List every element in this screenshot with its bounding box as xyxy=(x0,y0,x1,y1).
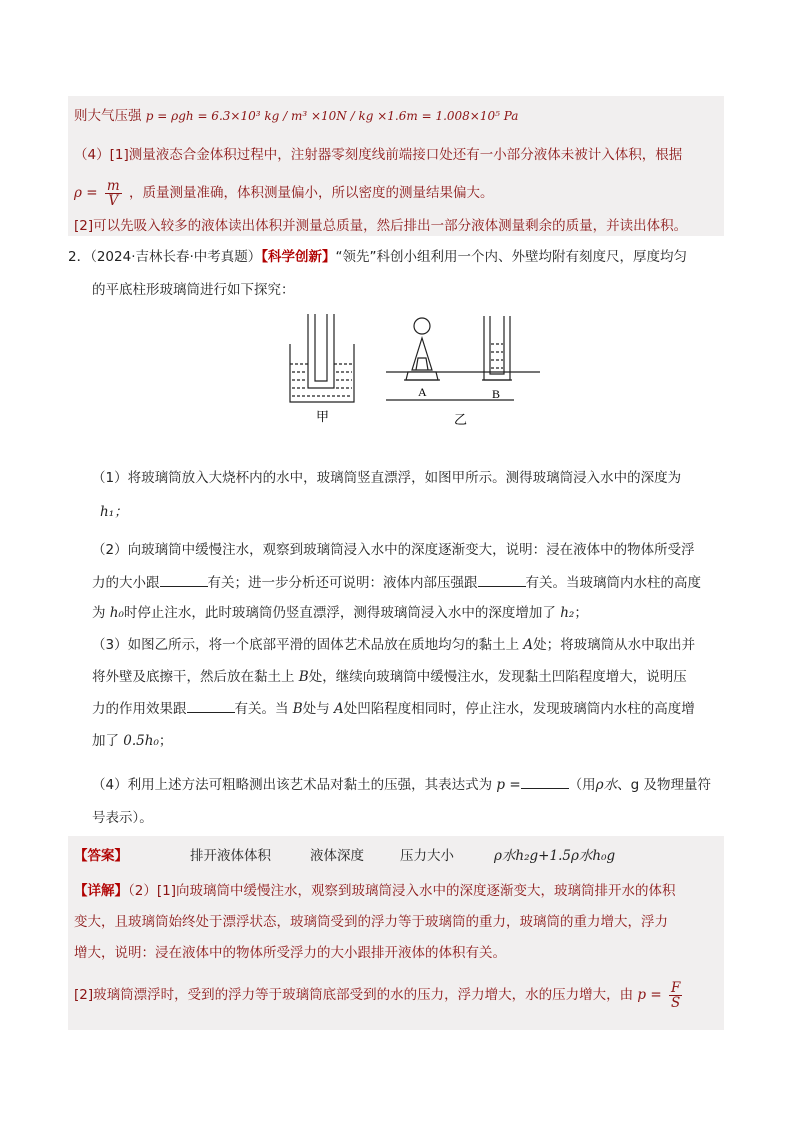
figure-jia xyxy=(290,314,354,402)
pressure-formula-line xyxy=(74,106,518,126)
part4-line2: ρ = $\frac{m}{V}$ ，质量测量准确，体积测量偏小，所以密度的测量结果偏大。 xyxy=(74,177,494,209)
answer-blank-3[interactable] xyxy=(187,698,235,713)
question-number: 2． xyxy=(68,249,91,265)
answer-line xyxy=(74,846,714,866)
question-source: （2024·吉林长春·中考真题） xyxy=(90,249,262,265)
part3-line3: 力的作用效果跟 有关。当 B处与 A处凹陷程度相同时，停止注水，发现玻璃筒内水柱的高度增 xyxy=(92,698,695,719)
figure-yi xyxy=(386,316,540,400)
part3-line2: 将外壁及底擦干，然后放在黏土上 B处，继续向玻璃筒中缓慢注水，发现黏土凹陷程度增大，说明压 xyxy=(92,669,687,685)
part2-line2: 力的大小跟 有关；进一步分析还可说明：液体内部压强跟 有关。当玻璃筒内水柱的高度 xyxy=(92,572,701,593)
answer-blank-1[interactable] xyxy=(160,572,208,587)
part4-line1: （4）[1]测量液态合金体积过程中，注射器零刻度线前端接口处还有一小部分液体未被计入体积，根据 xyxy=(74,147,683,163)
detail-label: 【详解】 xyxy=(74,883,128,899)
figure-label-B: B xyxy=(492,387,501,401)
answer-item-1: 排开液体体积 xyxy=(190,848,271,864)
part1-line1: （1）将玻璃筒放入大烧杯内的水中，玻璃筒竖直漂浮，如图甲所示。测得玻璃筒浸入水中的深度为 xyxy=(92,470,682,486)
question-header-line xyxy=(68,247,687,267)
part3-line4: 加了 0.5h₀； xyxy=(92,733,173,749)
question-stem-line2: 的平底柱形玻璃筒进行如下探究： xyxy=(92,282,295,298)
answer-blank-4[interactable] xyxy=(521,774,569,789)
detail-line4: [2]玻璃筒漂浮时，受到的浮力等于玻璃筒底部受到的水的压力，浮力增大，水的压力增大，由 p = $\frac{F}{S}$ xyxy=(74,979,681,1011)
answer-blank-2[interactable] xyxy=(478,572,526,587)
density-fraction: $\frac{m}{V}$ xyxy=(106,177,120,209)
figure-label-A: A xyxy=(418,385,427,399)
formula-prefix: 则大气压强 xyxy=(74,108,142,124)
detail-line2: 变大，且玻璃筒始终处于漂浮状态，玻璃筒受到的浮力等于玻璃筒的重力，玻璃筒的重力增大，浮力 xyxy=(74,914,668,930)
question-stem-1: “领先”科创小组利用一个内、外壁均附有刻度尺，厚度均匀 xyxy=(335,249,688,265)
pressure-formula-lhs: p = xyxy=(637,987,662,1003)
detail-line1: 【详解】（2）[1]向玻璃筒中缓慢注水，观察到玻璃筒浸入水中的深度逐渐变大，玻璃筒排开水的体积 xyxy=(74,883,676,899)
figure-label-yi: 乙 xyxy=(454,413,468,428)
answer-item-3: 压力大小 xyxy=(400,848,454,864)
part1-line2: h₁； xyxy=(100,504,128,520)
density-formula-lhs: ρ = xyxy=(74,185,98,201)
pressure-formula: p = ρgh = 6.3×10³ kg / m³ ×10N / kg ×1.6m = 1.008×10⁵ Pa xyxy=(145,109,519,123)
answer-item-4: ρ水h₂g+1.5ρ水h₀g xyxy=(494,848,616,864)
pressure-fraction: $\frac{F}{S}$ xyxy=(670,979,681,1011)
experiment-figure xyxy=(288,308,548,428)
part4-line3: [2]可以先吸入较多的液体读出体积并测量总质量，然后排出一部分液体测量剩余的质量，并读出体积。 xyxy=(74,218,688,234)
figure-label-jia: 甲 xyxy=(316,410,330,425)
part4q-line1: （4）利用上述方法可粗略测出该艺术品对黏土的压强，其表达式为 p = （用ρ水、g 及物理量符 xyxy=(92,774,711,795)
part3-line1: （3）如图乙所示，将一个底部平滑的固体艺术品放在质地均匀的黏土上 A处；将玻璃筒从水中取出并 xyxy=(92,637,696,653)
answer-item-2: 液体深度 xyxy=(310,848,364,864)
part4q-line2: 号表示）。 xyxy=(92,810,153,826)
detail-line3: 增大，说明：浸在液体中的物体所受浮力的大小跟排开液体的体积有关。 xyxy=(74,945,506,961)
part2-line1: （2）向玻璃筒中缓慢注水，观察到玻璃筒浸入水中的深度逐渐变大，说明：浸在液体中的物体所受浮 xyxy=(92,542,695,558)
answer-label: 【答案】 xyxy=(74,848,128,864)
part2-line3: 为 h₀时停止注水，此时玻璃筒仍竖直漂浮，测得玻璃筒浸入水中的深度增加了 h₂； xyxy=(92,605,588,621)
question-tag: 【科学创新】 xyxy=(261,249,336,265)
